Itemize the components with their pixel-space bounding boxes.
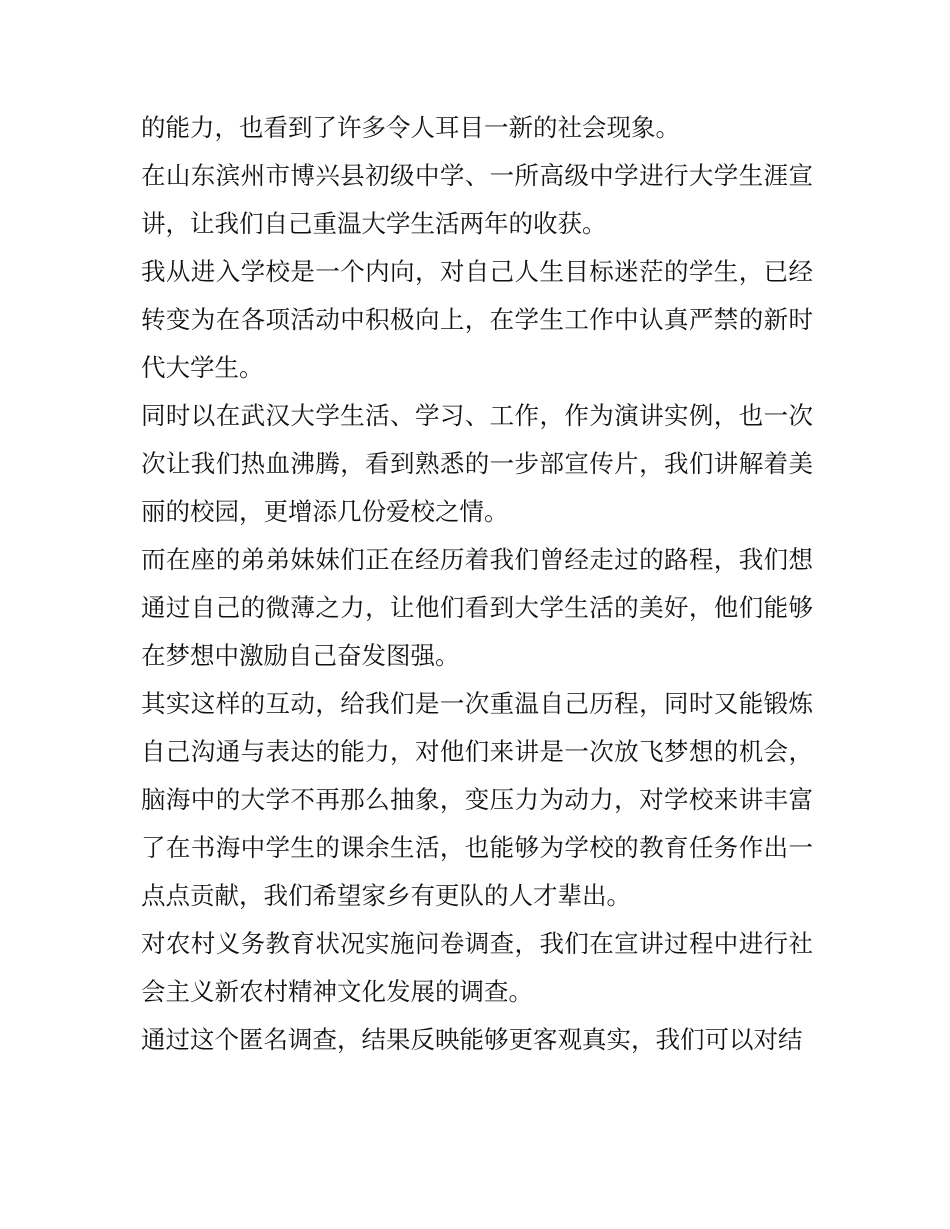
document-body bbox=[141, 104, 813, 1064]
paragraph-7: 对农村义务教育状况实施问卷调查，我们在宣讲过程中进行社会主义新农村精神文化发展的调查。 bbox=[141, 929, 813, 1006]
paragraph-1: 的能力，也看到了许多令人耳目一新的社会现象。 bbox=[141, 113, 680, 142]
paragraph-5: 而在座的弟弟妹妹们正在经历着我们曾经走过的路程，我们想通过自己的微薄之力，让他们看到大学生活的美好，他们能够在梦想中激励自己奋发图强。 bbox=[141, 545, 813, 670]
paragraph-2: 在山东滨州市博兴县初级中学、一所高级中学进行大学生涯宣讲，让我们自己重温大学生活两年的收获。 bbox=[141, 161, 813, 238]
paragraph-6: 其实这样的互动，给我们是一次重温自己历程，同时又能锻炼自己沟通与表达的能力，对他们来讲是一次放飞梦想的机会，脑海中的大学不再那么抽象，变压力为动力，对学校来讲丰富了在书海中学生的课余生活，也能够为学校的教育任务作出一点点贡献，我们希望家乡有更队的人才辈出。 bbox=[141, 689, 813, 910]
paragraph-8: 通过这个匿名调查，结果反映能够更客观真实，我们可以对结 bbox=[141, 1025, 803, 1054]
paragraph-3: 我从进入学校是一个内向，对自己人生目标迷茫的学生，已经转变为在各项活动中积极向上，在学生工作中认真严禁的新时代大学生。 bbox=[141, 257, 813, 382]
paragraph-4: 同时以在武汉大学生活、学习、工作，作为演讲实例，也一次次让我们热血沸腾，看到熟悉的一步部宣传片，我们讲解着美丽的校园，更增添几份爱校之情。 bbox=[141, 401, 813, 526]
